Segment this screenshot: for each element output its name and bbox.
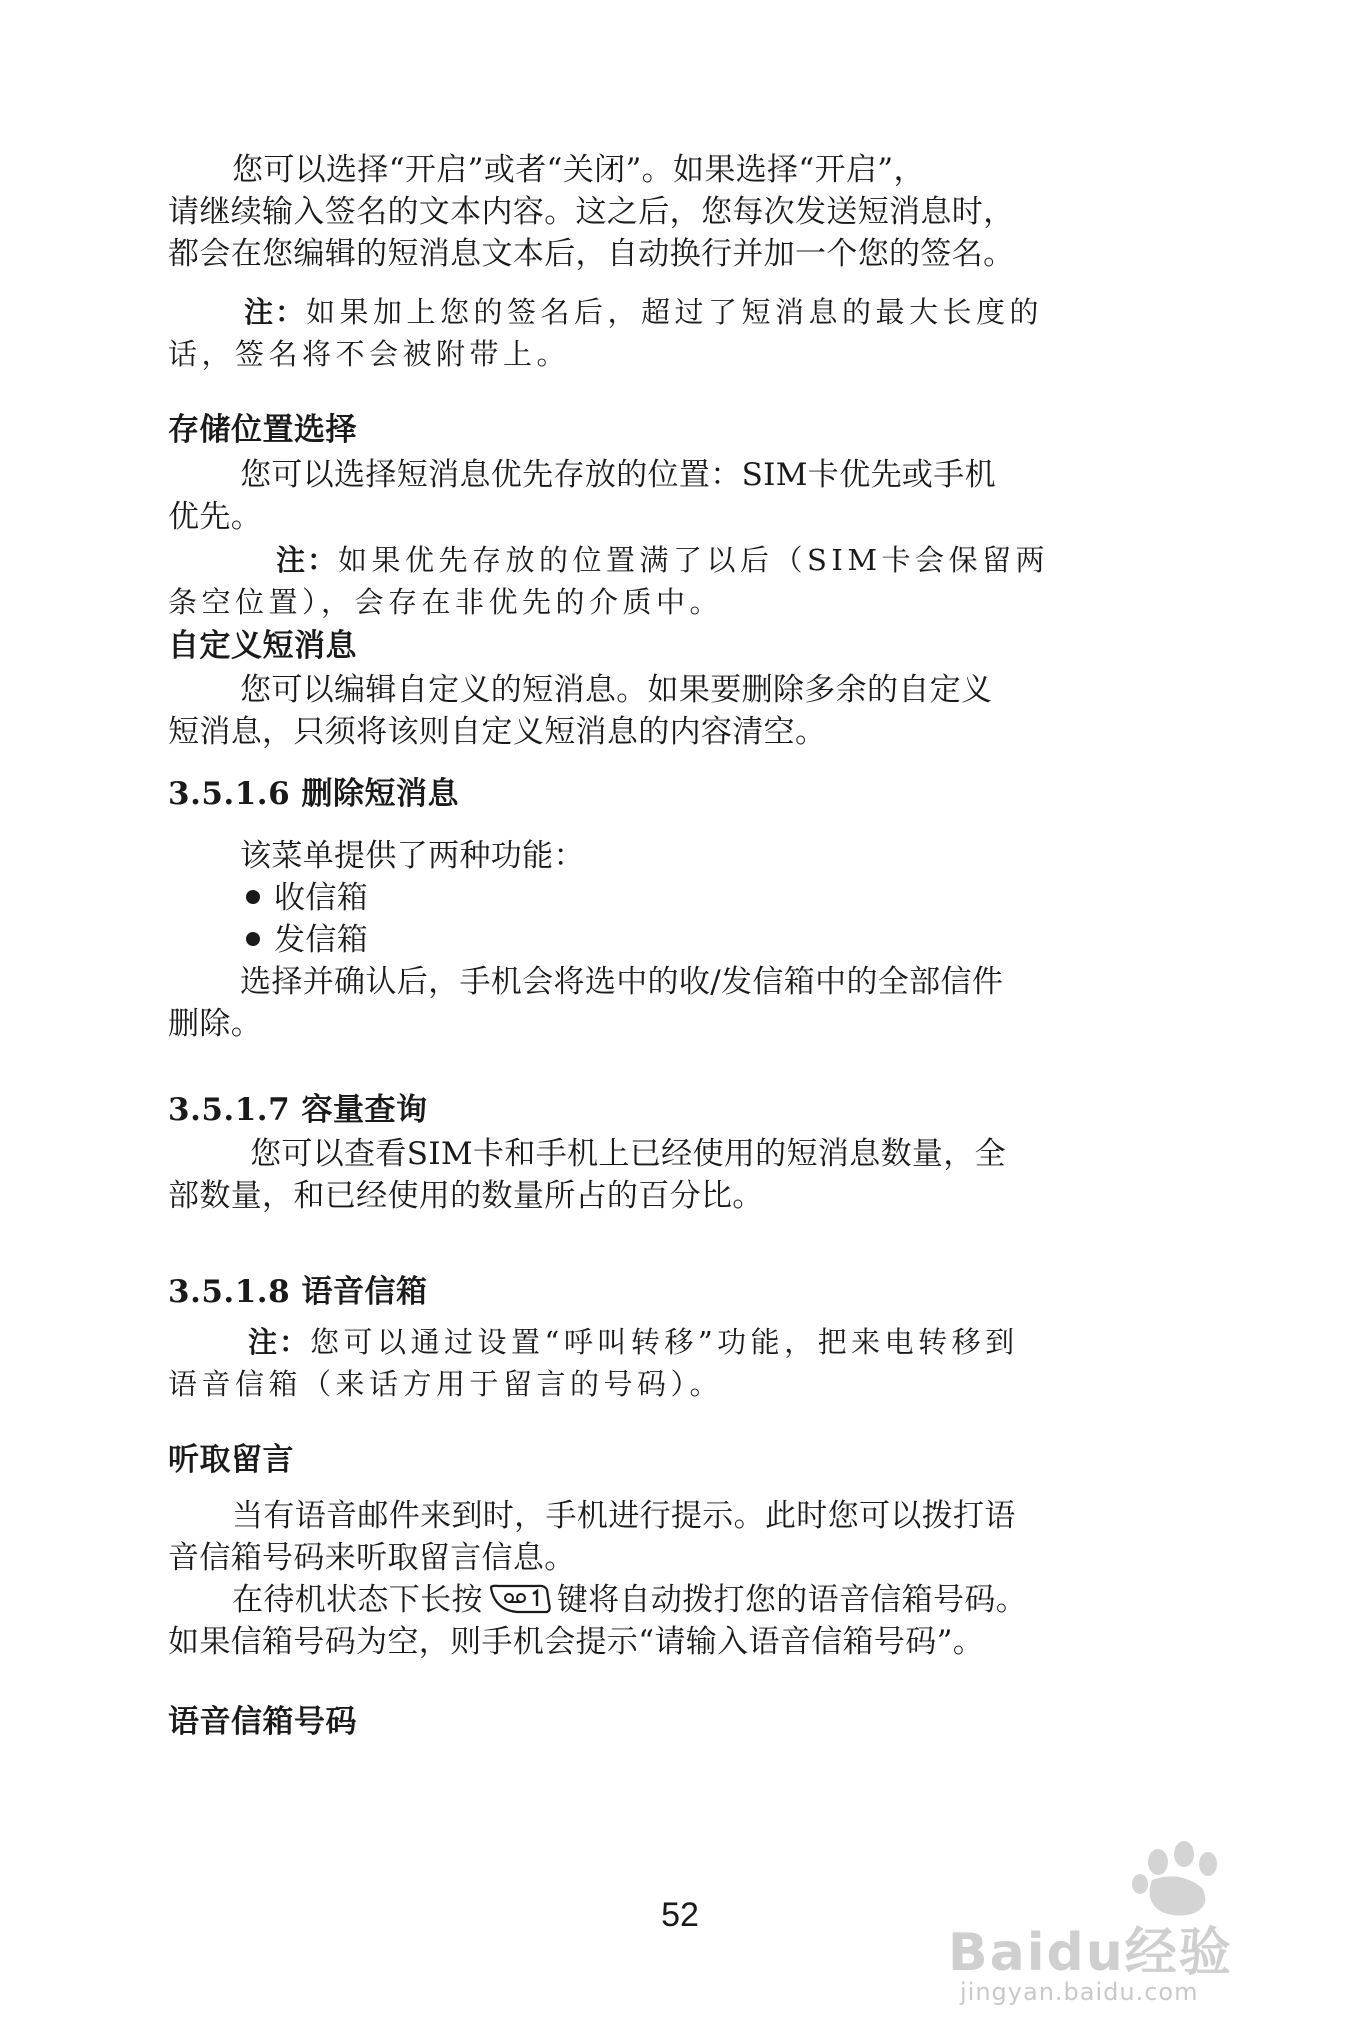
note-label: 注： [276, 543, 339, 577]
voicemail-note [248, 1322, 1019, 1362]
listen-line-last: 如果信箱号码为空，则手机会提示“请输入语音信箱号码”。 [168, 1624, 985, 1660]
signature-note-line-1: 如果加上您的签名后，超过了短消息的最大长度的 [306, 295, 1044, 329]
storage-line-2: 优先。 [168, 499, 263, 535]
listen-key-after: 键将自动拨打您的语音信箱号码。 [556, 1582, 1028, 1618]
bullet-text: 收信箱 [274, 880, 369, 916]
listen-key-line [232, 1580, 1027, 1620]
bullet-item [246, 920, 368, 960]
signature-note [244, 292, 1043, 332]
delete-line-2: 删除。 [168, 1006, 263, 1042]
signature-line-1: 您可以选择“开启”或者“关闭”。如果选择“开启”， [232, 152, 925, 188]
listen-line-2: 音信箱号码来听取留言信息。 [168, 1540, 576, 1576]
listen-line-1: 当有语音邮件来到时，手机进行提示。此时您可以拨打语 [232, 1498, 1016, 1534]
signature-line-3: 都会在您编辑的短消息文本后，自动换行并加一个您的签名。 [168, 236, 1015, 272]
number-heading: 语音信箱号码 [168, 1704, 357, 1740]
bullet-text: 发信箱 [274, 922, 369, 958]
capacity-line-1: 您可以查看SIM卡和手机上已经使用的短消息数量，全 [250, 1136, 1006, 1172]
note-label: 注： [244, 295, 307, 329]
delete-line-1: 选择并确认后，手机会将选中的收/发信箱中的全部信件 [240, 964, 1004, 1000]
storage-note-line-2: 条空位置），会存在非优先的介质中。 [168, 585, 724, 619]
bullet-dot-icon [246, 890, 260, 904]
storage-heading: 存储位置选择 [168, 412, 357, 448]
capacity-heading: 3.5.1.7 容量查询 [168, 1092, 428, 1128]
note-label: 注： [248, 1325, 311, 1359]
custom-line-1: 您可以编辑自定义的短消息。如果要删除多余的自定义 [240, 672, 993, 708]
voicemail-key-1-icon [487, 1582, 553, 1616]
watermark-brand: Baidu经验 [948, 1923, 1233, 1983]
capacity-line-2: 部数量，和已经使用的数量所占的百分比。 [168, 1178, 764, 1214]
voicemail-note-line-1: 您可以通过设置“呼叫转移”功能，把来电转移到 [310, 1325, 1019, 1359]
storage-note [276, 540, 1049, 580]
watermark-url: jingyan.baidu.com [960, 1978, 1199, 2006]
voicemail-note-line-2: 语音信箱（来话方用于留言的号码）。 [168, 1367, 724, 1401]
signature-line-2: 请继续输入签名的文本内容。这之后，您每次发送短消息时， [168, 194, 1015, 230]
listen-key-before: 在待机状态下长按 [232, 1582, 483, 1618]
page-number: 52 [661, 1896, 699, 1934]
bullet-dot-icon [246, 932, 260, 946]
delete-heading: 3.5.1.6 删除短消息 [168, 776, 459, 812]
custom-heading: 自定义短消息 [168, 628, 357, 664]
storage-note-line-1: 如果优先存放的位置满了以后（SIM卡会保留两 [338, 543, 1050, 577]
custom-line-2: 短消息，只须将该则自定义短消息的内容清空。 [168, 714, 827, 750]
storage-line-1: 您可以选择短消息优先存放的位置：SIM卡优先或手机 [240, 457, 996, 493]
signature-note-line-2: 话，签名将不会被附带上。 [168, 337, 571, 371]
delete-intro: 该菜单提供了两种功能： [240, 838, 585, 874]
listen-heading: 听取留言 [168, 1442, 294, 1478]
voicemail-heading: 3.5.1.8 语音信箱 [168, 1274, 428, 1310]
bullet-item [246, 878, 368, 918]
